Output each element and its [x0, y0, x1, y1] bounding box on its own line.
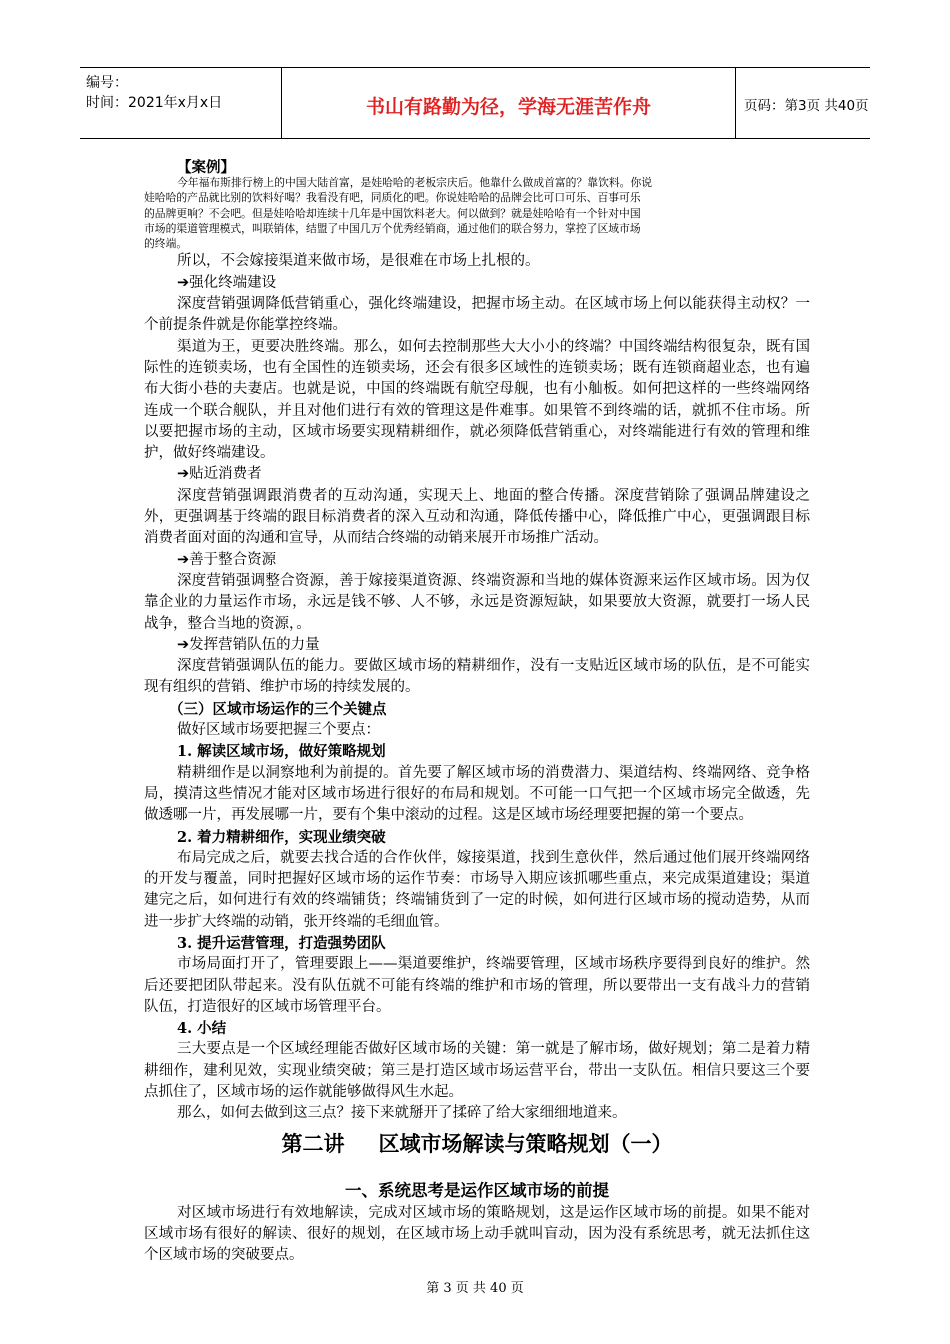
lecture-name: 区域市场解读与策略规划（一）: [378, 1131, 673, 1156]
paragraph: 精耕细作是以洞察地利为前提的。首先要了解区域市场的消费潜力、渠道结构、终端网络、竞争格局，摸清这些情况才能对区域市场进行很好的布局和规划。不可能一口气把一个区域市场完全做透，先做透哪一片，再发展哪一片，要有个集中滚动的过程。这是区域市场经理要把握的第一个要点。: [144, 764, 810, 824]
header-page-info: 页码：第3页 共40页: [744, 98, 869, 114]
paragraph: 深度营销强调队伍的能力。要做区域市场的精耕细作，没有一支贴近区域市场的队伍，是不可能实现有组织的营销、维护市场的持续发展的。: [144, 658, 810, 696]
subheading-resources: [177, 550, 810, 571]
paragraph: 对区域市场进行有效地解读，完成对区域市场的策略规划，这是运作区域市场的前提。如果不能对区域市场有很好的解读、很好的规划，在区域市场上动手就叫盲动，因为没有系统思考，就无法抓住这个区域市场的突破要点。: [144, 1204, 810, 1264]
subheading-text: 强化终端建设: [189, 274, 277, 291]
case-line: 市场的渠道管理模式，叫联销体，结盟了中国几万个优秀经销商，通过他们的联合努力，掌控了区域市场: [144, 221, 641, 235]
paragraph: 三大要点是一个区域经理能否做好区域市场的关键：第一就是了解市场，做好规划；第二是着力精耕细作，建利见效，实现业绩突破；第三是打造区域市场运营平台，带出一支队伍。相信只要这三个要点抓住了，区域市场的运作就能够做得风生水起。: [144, 1041, 810, 1101]
document-time-label: 时间：2021年x月x日: [86, 95, 223, 111]
arrow-icon: ➔: [177, 551, 190, 568]
section-title: 一、系统思考是运作区域市场的前提: [345, 1180, 609, 1200]
subheading-text: 善于整合资源: [189, 551, 277, 568]
paragraph: 渠道为王，更要决胜终端。那么，如何去控制那些大大小小的终端？中国终端结构很复杂，既有国际性的连锁卖场，也有全国性的连锁卖场，还会有很多区域性的连锁卖场；既有连锁商超业态，也有遍布大街小巷的夫妻店。也就是说，中国的终端既有航空母舰，也有小舢板。如何把这样的一些终端网络连成一个联合舰队，并且对他们进行有效的管理这是件难事。如果管不到终端的话，就抓不住市场。所以要把握市场的主动，区域市场要实现精耕细作，就必须降低营销重心，对终端能进行有效的管理和维护，做好终端建设。: [144, 338, 810, 462]
paragraph: 深度营销强调跟消费者的互动沟通，实现天上、地面的整合传播。深度营销除了强调品牌建设之外，更强调基于终端的跟目标消费者的深入互动和沟通，降低传播中心，降低推广中心，更强调跟目标消费者面对面的沟通和宣导，从而结合终端的动销来展开市场推广活动。: [144, 487, 810, 547]
case-title: 【案例】: [177, 159, 235, 176]
subheading-team: [177, 635, 810, 656]
section-heading-three-points: （三）区域市场运作的三个关键点: [169, 700, 387, 718]
lecture-number: 第二讲: [281, 1131, 345, 1156]
header-table: [80, 67, 870, 139]
subheading-consumer: [177, 464, 810, 485]
case-text: [144, 175, 810, 251]
subheading-text: 贴近消费者: [189, 466, 262, 483]
lecture-title: [144, 1129, 810, 1159]
paragraph: 那么，如何去做到这三点？接下来就掰开了揉碎了给大家细细地道来。: [177, 1105, 627, 1122]
case-line: 的品牌更响？不会吧。但是娃哈哈却连续十几年是中国饮料老大。何以做到？就是娃哈哈有一个针对中国: [144, 206, 641, 220]
point-heading-3: 3. 提升运营管理，打造强势团队: [177, 934, 386, 952]
point-heading-4: 4. 小结: [177, 1020, 227, 1038]
case-line: 娃哈哈的产品就比别的饮料好喝？我看没有吧，同质化的吧。你说娃哈哈的品牌会比可口可乐、百事可乐: [144, 191, 641, 205]
header-motto: 书山有路勤为径，学海无涯苦作舟: [365, 96, 651, 118]
point-heading-1: 1. 解读区域市场，做好策略规划: [177, 743, 386, 761]
subheading-terminal: [177, 273, 810, 294]
case-line: 的终端。: [144, 237, 188, 251]
paragraph: 所以，不会嫁接渠道来做市场，是很难在市场上扎根的。: [177, 253, 540, 270]
paragraph: 深度营销强调整合资源，善于嫁接渠道资源、终端资源和当地的媒体资源来运作区域市场。因为仅靠企业的力量运作市场，永远是钱不够、人不够，永远是资源短缺，如果要放大资源，就要打一场人民战争，整合当地的资源，。: [144, 572, 810, 632]
header-middle-cell: [282, 68, 736, 138]
arrow-icon: ➔: [177, 636, 190, 653]
document-number-label: 编号：: [86, 75, 128, 91]
paragraph: 市场局面打开了，管理要跟上——渠道要维护，终端要管理，区域市场秩序要得到良好的维护。然后还要把团队带起来。没有队伍就不可能有终端的维护和市场的管理，所以要带出一支有战斗力的营销队伍，打造很好的区域市场管理平台。: [144, 956, 810, 1015]
arrow-icon: ➔: [177, 274, 190, 291]
point-heading-2: 2. 着力精耕细作，实现业绩突破: [177, 828, 386, 846]
paragraph: 深度营销强调降低营销重心，强化终端建设，把握市场主动。在区域市场上何以能获得主动权？一个前提条件就是你能掌控终端。: [144, 296, 810, 334]
page-footer: 第 3 页 共 40 页: [426, 1281, 524, 1296]
case-line: 今年福布斯排行榜上的中国大陆首富，是娃哈哈的老板宗庆后。他靠什么做成首富的？靠饮料。你说: [177, 176, 653, 189]
header-right-cell: [736, 68, 870, 138]
paragraph: 布局完成之后，就要去找合适的合作伙伴，嫁接渠道，找到生意伙伴，然后通过他们展开终端网络的开发与覆盖，同时把握好区域市场的运作节奏：市场导入期应该抓哪些重点，来完成渠道建设；渠道建完之后，如何进行有效的终端铺货；终端铺货到了一定的时候，如何进行区域市场的搅动造势，从而进一步扩大终端的动销，张开终端的毛细血管。: [144, 849, 810, 930]
paragraph: 做好区域市场要把握三个要点：: [177, 722, 380, 739]
arrow-icon: ➔: [177, 466, 190, 483]
document-body: [144, 160, 810, 1267]
header-left-cell: [80, 68, 282, 138]
subheading-text: 发挥营销队伍的力量: [189, 636, 320, 653]
